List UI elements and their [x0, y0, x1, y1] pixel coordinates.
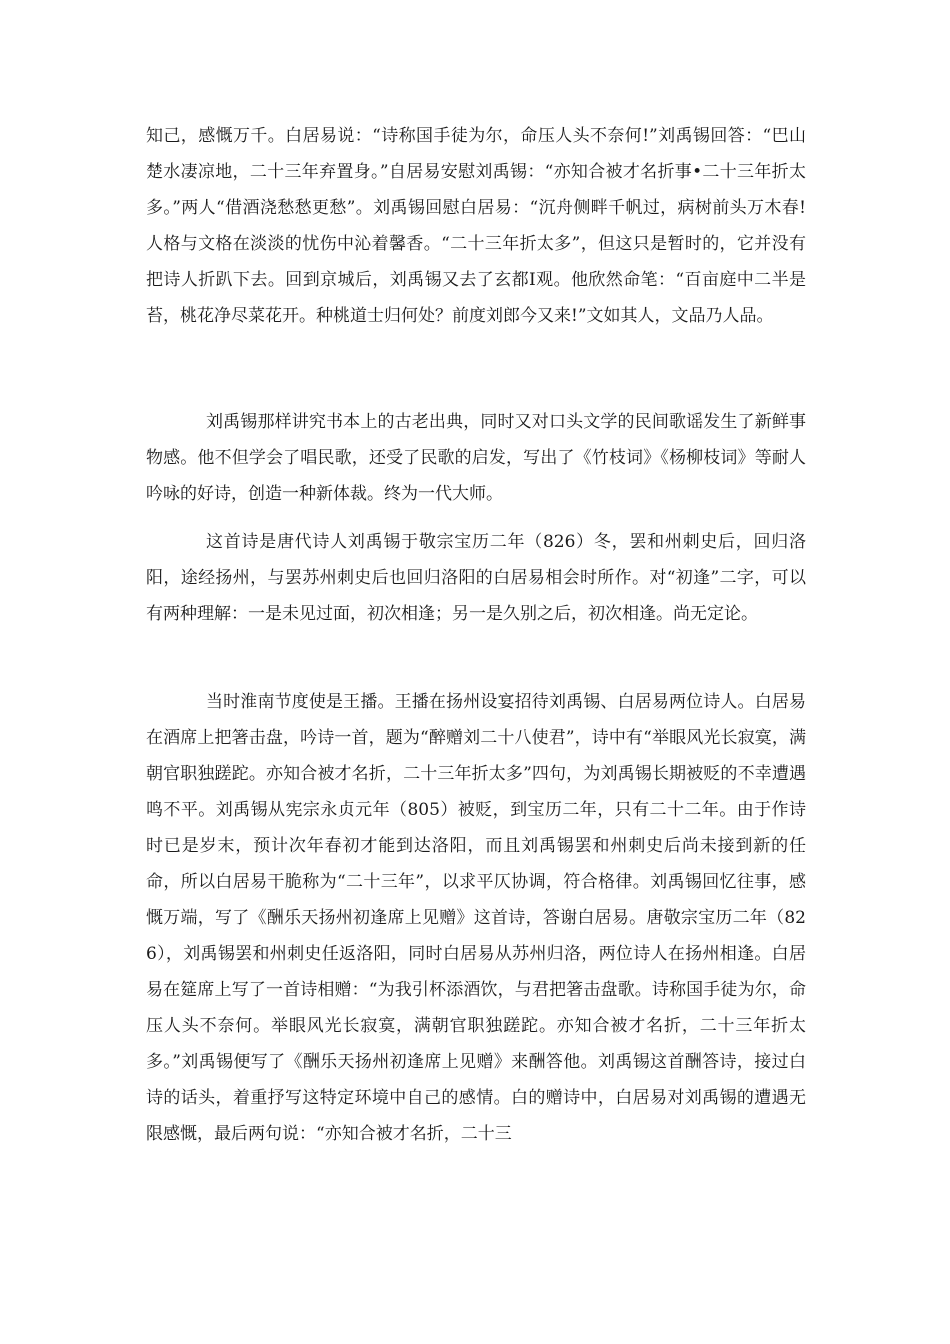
paragraph-text: 当时淮南节度使是王播。王播在扬州设宴招待刘禹锡、白居易两位诗人。白居易在酒席上把箸击盘，吟诗一首，题为“醉赠刘二十八使君”，诗中有“举眼风光长寂寞，满朝官职独蹉跎。亦知合被才名折，二十三年折太多”四句，为刘禹锡长期被贬的不幸遭遇鸣不平。刘禹锡从宪宗永贞元年（805）被贬，到宝历二年，只有二十二年。由于作诗时已是岁末，预计次年春初才能到达洛阳，而且刘禹锡罢和州刺史后尚未接到新的任命，所以白居易干脆称为“二十三年”，以求平仄协调，符合格律。刘禹锡回忆往事，感慨万端，写了《酬乐天扬州初逢席上见赠》这首诗，答谢白居易。唐敬宗宝历二年（826），刘禹锡罢和州刺史任返洛阳，同时白居易从苏州归洛，两位诗人在扬州相逢。白居易在筵席上写了一首诗相赠：“为我引杯添酒饮，与君把箸击盘歌。诗称国手徒为尔，命压人头不奈何。举眼风光长寂寞，满朝官职独蹉跎。亦知合被才名折，二十三年折太多。”刘禹锡便写了《酬乐天扬州初逢席上见赠》来酬答他。刘禹锡这首酬答诗，接过白诗的话头，着重抒写这特定环境中自己的感情。白的赠诗中，白居易对刘禹锡的遭遇无限感慨，最后两句说：“亦知合被才名折，二十三 [146, 692, 806, 1144]
paragraph-banquet-story [146, 684, 806, 1152]
paragraph-text: 这首诗是唐代诗人刘禹锡于敬宗宝历二年（826）冬，罢和州刺史后，回归洛阳，途经扬州，与罢苏州刺史后也回归洛阳的白居易相会时所作。对“初逢”二字，可以有两种理解：一是未见过面，初次相逢；另一是久别之后，初次相逢。尚无定论。 [146, 532, 806, 624]
paragraph-poem-background [146, 524, 806, 632]
paragraph-continued [146, 118, 806, 334]
paragraph-liu-yuxi-folk-songs [146, 404, 806, 512]
paragraph-text: 知己，感慨万千。白居易说：“诗称国手徒为尔，命压人头不奈何!”刘禹锡回答：“巴山楚水凄凉地，二十三年弃置身。”自居易安慰刘禹锡：“亦知合被才名折事•二十三年折太多。”两人“借酒浇愁愁更愁”。刘禹锡回慰白居易：“沉舟侧畔千帆过，病树前头万木春!人格与文格在淡淡的忧伤中沁着馨香。“二十三年折太多”，但这只是暂时的，它并没有把诗人折趴下去。回到京城后，刘禹锡又去了玄都I观。他欣然命笔：“百亩庭中二半是苔，桃花净尽菜花开。种桃道士归何处？前度刘郎今又来!”文如其人，文品乃人品。 [146, 126, 806, 326]
paragraph-text: 刘禹锡那样讲究书本上的古老出典，同时又对口头文学的民间歌谣发生了新鲜事物感。他不但学会了唱民歌，还受了民歌的启发，写出了《竹枝词》《杨柳枝词》等耐人吟咏的好诗，创造一种新体裁。终为一代大师。 [146, 412, 806, 504]
